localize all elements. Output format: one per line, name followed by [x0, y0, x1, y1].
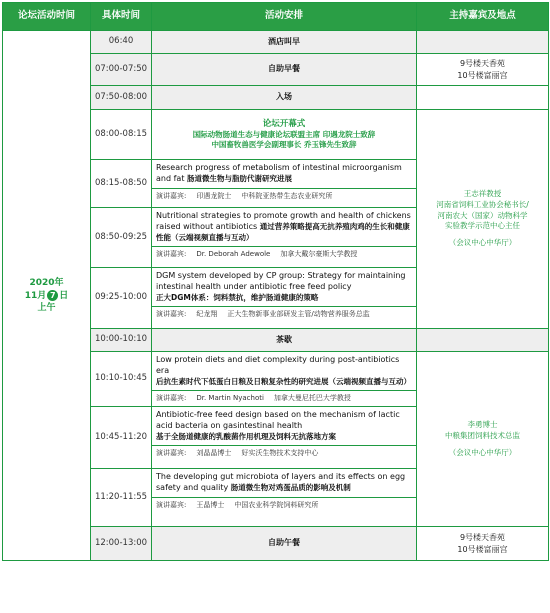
header-row	[3, 3, 549, 31]
date-period: 上午	[37, 302, 56, 313]
time-cell: 07:00-07:50	[91, 54, 152, 86]
venue-line: 9号楼天香苑	[459, 533, 506, 543]
date-day: 11月 7 日	[24, 290, 69, 301]
talk-cell	[152, 469, 417, 527]
talk-title-cn: 基于全肠道健康的乳酸菌作用机理及饲料无抗落地方案	[156, 431, 336, 441]
venue-cell	[417, 527, 549, 561]
speaker-name: 刘晶晶博士	[196, 448, 232, 457]
speaker-affiliation: 正大生物新事业部研发主管/动物营养服务总监	[227, 309, 370, 318]
host-title: 实验教学示范中心主任	[445, 221, 520, 231]
talk-cell	[152, 268, 417, 329]
venue-empty	[417, 329, 549, 352]
talk-title-cn: 后抗生素时代下低蛋白日粮及日粮复杂性的研究进展（云端视频直播与互动）	[156, 376, 411, 386]
time-cell: 08:50-09:25	[91, 208, 152, 268]
time-cell: 10:45-11:20	[91, 407, 152, 469]
header-activity: 活动安排	[152, 3, 417, 31]
speaker-label: 演讲嘉宾:	[156, 250, 187, 259]
host-cell	[417, 110, 549, 329]
talk-title-cn: 正大DGM体系：饲料禁抗，维护肠道健康的策略	[156, 292, 319, 302]
activity-cell: 酒店叫早	[152, 31, 417, 54]
activity-cell: 入场	[152, 86, 417, 110]
talk-title-en: DGM system developed by CP group: Strategy for maintaining intestinal health under antibiotic free feed policy	[156, 271, 406, 291]
speaker-label: 演讲嘉宾:	[156, 393, 187, 402]
activity-cell: 自助早餐	[152, 54, 417, 86]
talk-title-en: Research progress of metabolism of intestinal microorganism and fat	[156, 163, 402, 183]
host-cell	[417, 352, 549, 527]
time-cell: 08:00-08:15	[91, 110, 152, 160]
speaker-row	[152, 497, 416, 511]
venue-empty	[417, 31, 549, 54]
speaker-name: Dr. Deborah Adewole	[196, 250, 271, 259]
table-row	[3, 31, 549, 54]
schedule-table	[2, 2, 549, 561]
opening-line: 国际动物肠道生态与健康论坛联盟主席 印遇龙院士致辞	[192, 130, 376, 140]
talk-title-en: Nutritional strategies to promote growth and health of chickens raised without antibiotics	[156, 211, 411, 231]
talk-title-cn: 肠道微生物对鸡蛋品质的影响及机制	[230, 482, 351, 492]
talk-title-en: The developing gut microbiota of layers and its effects on egg safety and quality	[156, 472, 406, 492]
speaker-row	[152, 445, 416, 459]
venue-line: 9号楼天香苑	[459, 59, 506, 69]
speaker-affiliation: 中国农业科学院饲料研究所	[234, 500, 319, 509]
speaker-affiliation: 加拿大曼尼托巴大学教授	[273, 393, 351, 402]
host-venue: （会议中心中华厅）	[448, 238, 517, 248]
date-cell	[3, 31, 91, 561]
venue-cell	[417, 54, 549, 86]
opening-title: 论坛开幕式	[262, 118, 306, 129]
venue-line: 10号楼富丽宫	[457, 544, 508, 554]
time-cell: 09:25-10:00	[91, 268, 152, 329]
venue-empty	[417, 86, 549, 110]
talk-cell	[152, 208, 417, 268]
speaker-name: 王晶博士	[196, 500, 225, 509]
speaker-row	[152, 306, 416, 320]
host-title: 河南农大（国家）动物科学	[437, 210, 528, 220]
day-badge: 7	[47, 290, 58, 301]
opening-ceremony-cell	[152, 110, 417, 160]
header-specific-time: 具体时间	[91, 3, 152, 31]
header-forum-time: 论坛活动时间	[3, 3, 91, 31]
date-year: 2020年	[29, 278, 64, 289]
speaker-row	[152, 188, 416, 202]
activity-cell: 自助午餐	[152, 527, 417, 561]
time-cell: 11:20-11:55	[91, 469, 152, 527]
opening-line: 中国畜牧兽医学会副理事长 乔玉锋先生致辞	[211, 140, 357, 150]
host-title: 河南省饲料工业协会秘书长/	[436, 199, 529, 209]
speaker-label: 演讲嘉宾:	[156, 500, 187, 509]
speaker-label: 演讲嘉宾:	[156, 309, 187, 318]
time-cell: 10:00-10:10	[91, 329, 152, 352]
speaker-row	[152, 390, 416, 404]
talk-title-cn: 肠道微生物与脂肪代谢研究进展	[187, 173, 292, 183]
header-host-venue: 主持嘉宾及地点	[417, 3, 549, 31]
talk-title-en: Antibiotic-free feed design based on the mechanism of lactic acid bacteria on gasintestinal health	[156, 410, 400, 430]
talk-cell	[152, 352, 417, 407]
talk-cell	[152, 407, 417, 469]
speaker-name: 纪龙翔	[196, 309, 218, 318]
speaker-affiliation: 好实沃生物技术支持中心	[241, 448, 319, 457]
host-title: 中粮集团饲料技术总监	[445, 430, 520, 440]
speaker-row	[152, 246, 416, 260]
time-cell: 07:50-08:00	[91, 86, 152, 110]
speaker-affiliation: 加拿大戴尔豪斯大学教授	[280, 250, 358, 259]
speaker-label: 演讲嘉宾:	[156, 191, 187, 200]
time-cell: 06:40	[91, 31, 152, 54]
speaker-affiliation: 中科院亚热带生态农业研究所	[241, 191, 333, 200]
talk-title-cn: 通过营养策略提高无抗养殖肉鸡的生长和健康性能（云端视频直播与互动）	[156, 221, 410, 242]
venue-line: 10号楼富丽宫	[457, 70, 508, 80]
speaker-name: 印遇龙院士	[196, 191, 232, 200]
talk-title-en: Low protein diets and diet complexity during post-antibiotics era	[156, 355, 400, 375]
speaker-name: Dr. Martin Nyachoti	[196, 393, 264, 402]
time-cell: 12:00-13:00	[91, 527, 152, 561]
time-cell: 10:10-10:45	[91, 352, 152, 407]
activity-cell: 茶歇	[152, 329, 417, 352]
host-name: 王志祥教授	[463, 188, 502, 198]
time-cell: 08:15-08:50	[91, 160, 152, 208]
host-venue: （会议中心中华厅）	[448, 447, 517, 457]
host-name: 李勇博士	[467, 419, 498, 429]
speaker-label: 演讲嘉宾:	[156, 448, 187, 457]
talk-cell	[152, 160, 417, 208]
